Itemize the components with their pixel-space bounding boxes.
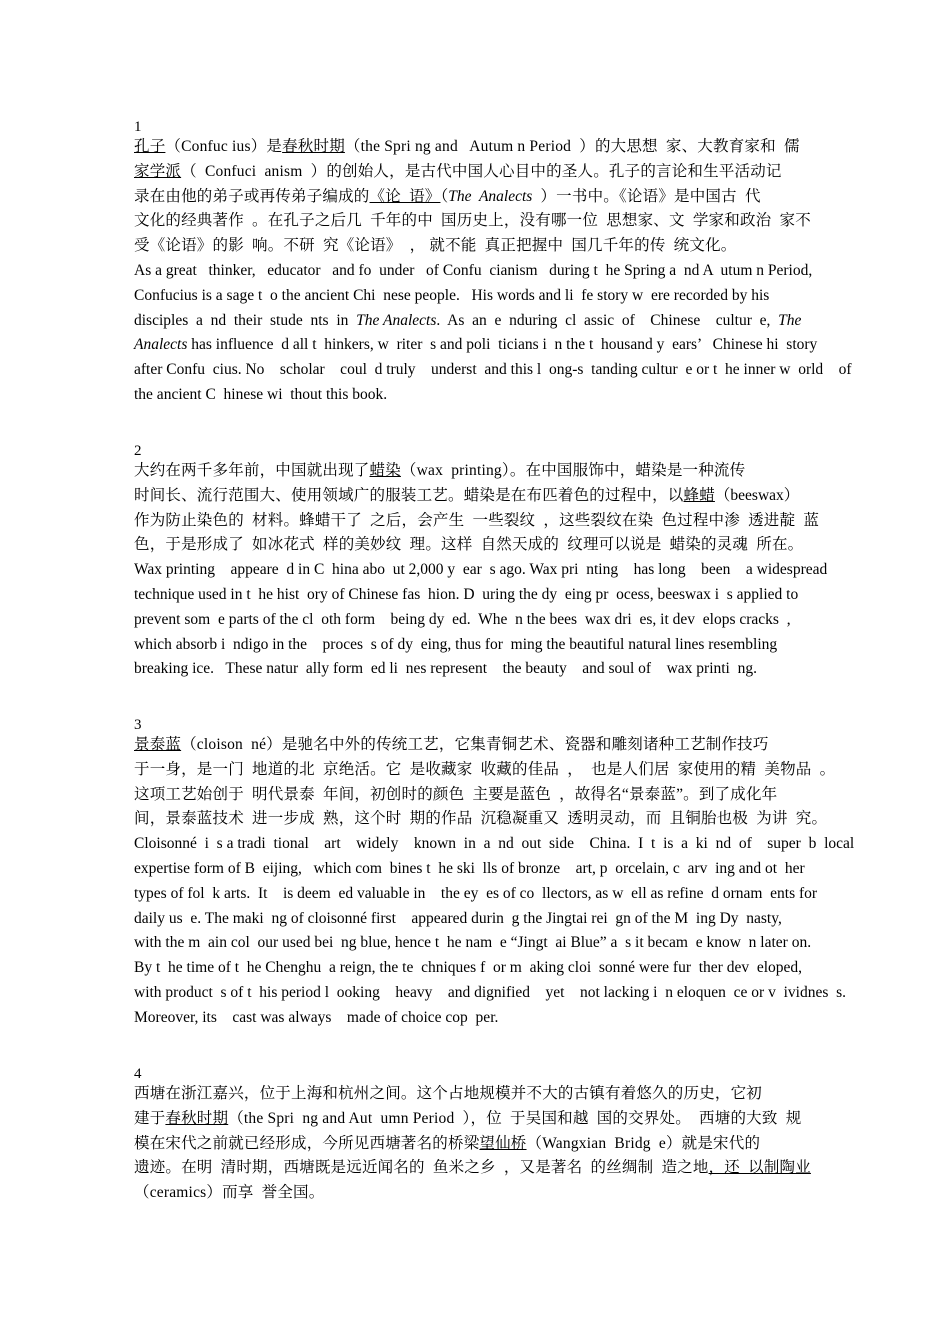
section-3 — [134, 717, 904, 1031]
text-line — [134, 807, 904, 832]
section-number: 2 — [134, 443, 142, 459]
section-4 — [134, 1066, 904, 1206]
text-segment: （wax printing）。在中国服饰中，蜡染是一种流传 — [400, 462, 746, 479]
text-segment: 间，景泰蓝技术 进一步成 熟，这个时 期的作品 沉稳凝重又 透明灵动，而 且铜胎也极 为讲 究。 — [134, 810, 828, 828]
text-segment: 作为防止染色的 材料。蜂蜡干了 之后，会产生 一些裂纹 ，这些裂纹在染 色过程中渗 透进靛 蓝 — [134, 511, 820, 529]
text-segment: 模在宋代之前就已经形成，今所见西塘著名的桥梁 — [134, 1134, 480, 1152]
text-line — [134, 907, 904, 932]
text-line — [134, 259, 904, 284]
text-segment: （cloison né）是驰名中外的传统工艺，它集青铜艺术、瓷器和雕刻诸种工艺制作技巧 — [181, 736, 769, 753]
text-line — [134, 1132, 904, 1157]
text-segment: 受《论语》的影 响。不研 究《论语》 ， 就不能 真正把握中 国几千年的传 统文化。 — [134, 237, 737, 255]
section-body — [134, 733, 904, 1031]
text-line — [134, 882, 904, 907]
underlined-term: 春秋时期 — [282, 138, 345, 155]
text-segment: the ancient C hinese wi thout this book. — [134, 385, 388, 403]
underlined-term: 蜡染 — [369, 462, 401, 479]
section-2 — [134, 443, 904, 682]
underlined-term: 《论 语》 — [369, 187, 441, 205]
text-line — [134, 981, 904, 1006]
underlined-term: 蜂蜡 — [683, 486, 715, 504]
section-number: 1 — [134, 119, 142, 135]
text-segment: Confucius is a sage t o the ancient Chi nese people. His words and li fe story w ere recorded by his — [134, 286, 770, 304]
text-segment: technique used in t he hist ory of Chinese fas hion. D uring the dy eing pr ocess, beeswax i s applied to — [134, 585, 799, 603]
text-segment: 录在由他的弟子或再传弟子编成的 — [134, 187, 370, 205]
italic-title: The Analects — [448, 187, 533, 205]
text-segment: Moreover, its cast was always made of choice cop per. — [134, 1008, 499, 1026]
text-line — [134, 657, 904, 682]
section-1 — [134, 119, 904, 408]
text-line — [134, 758, 904, 783]
text-segment: types of fol k arts. It is deem ed valuable in the ey es of co llectors, as w ell as refine d ornam ents for — [134, 884, 818, 902]
text-segment: daily us e. The maki ng of cloisonné first appeared durin g the Jingtai rei gn of the M ing Dy nasty, — [134, 909, 782, 927]
text-segment: Cloisonné i s a tradi tional art widely known in a nd out side China. I t is a ki nd of super b local — [134, 835, 855, 853]
text-line — [134, 135, 904, 160]
text-segment: prevent som e parts of the cl oth form being dy ed. Whe n the bees wax dri es, it dev elops cracks , — [134, 610, 791, 628]
text-segment: 于一身，是一门 地道的北 京绝活。它 是收藏家 收藏的佳品 ， 也是人们居 家使用的精 美物品 。 — [134, 760, 836, 778]
text-line — [134, 608, 904, 633]
text-line — [134, 783, 904, 808]
section-number: 3 — [134, 717, 142, 733]
text-line — [134, 633, 904, 658]
text-line — [134, 583, 904, 608]
text-segment: which absorb i ndigo in the proces s of dy eing, thus for ming the beautiful natural lines resembling — [134, 635, 778, 653]
section-body — [134, 135, 904, 408]
text-line — [134, 459, 904, 484]
text-segment: has influence d all t hinkers, w riter s and poli ticians i n the t housand y ears’ Chinese hi story — [187, 336, 818, 354]
text-segment: with the m ain col our used bei ng blue, hence t he nam e “Jingt ai Blue” a s it becam e know n later on. — [134, 934, 812, 952]
text-segment: （the Spri ng and Aut umn Period ），位 于吴国和越 国的交界处。 西塘的大致 规 — [228, 1109, 802, 1127]
text-line — [134, 333, 904, 358]
italic-title: The Analects — [356, 311, 437, 329]
text-line — [134, 358, 904, 383]
text-segment: （Wangxian Bridg e）就是宋代的 — [526, 1134, 761, 1152]
text-segment: breaking ice. These natur ally form ed li nes represent the beauty and soul of wax printi ng. — [134, 660, 757, 678]
text-line — [134, 234, 904, 259]
text-line — [134, 509, 904, 534]
text-segment: （Confuc ius）是 — [165, 138, 283, 155]
text-line — [134, 1181, 904, 1206]
text-line — [134, 1082, 904, 1107]
text-line — [134, 484, 904, 509]
italic-title: Analects — [134, 336, 188, 354]
text-segment: By t he time of t he Chenghu a reign, the te chniques f or m aking cloi sonné were fur ther dev eloped, — [134, 959, 803, 977]
text-line — [134, 857, 904, 882]
text-segment: . As an e nduring cl assic of Chinese cultur e, — [436, 311, 779, 329]
text-segment: Wax printing appeare d in C hina abo ut 2,000 y ear s ago. Wax pri nting has long been a widespread — [134, 561, 828, 579]
text-line — [134, 1156, 904, 1181]
underlined-term: ，还 以制陶业 — [708, 1159, 811, 1177]
text-segment: 西塘在浙江嘉兴，位于上海和杭州之间。这个占地规模并不大的古镇有着悠久的历史，它初 — [134, 1085, 763, 1102]
section-body — [134, 459, 904, 682]
text-line — [134, 383, 904, 408]
underlined-term: 春秋时期 — [165, 1109, 229, 1127]
text-line — [134, 309, 904, 334]
text-line — [134, 533, 904, 558]
text-segment: 时间长、流行范围大、使用领域广的服装工艺。蜡染是在布匹着色的过程中，以 — [134, 486, 684, 504]
text-segment: 这项工艺始创于 明代景泰 年间，初创时的颜色 主要是蓝色 ，故得名“景泰蓝”。到了成化年 — [134, 785, 778, 803]
text-segment: （ Confuci anism ）的创始人，是古代中国人心目中的圣人。孔子的言论和生平活动记 — [181, 162, 782, 180]
text-line — [134, 160, 904, 185]
text-segment: As a great thinker, educator and fo under of Confu cianism during t he Spring a nd A utum n Period, — [134, 261, 813, 279]
text-segment: （ceramics）而享 誉全国。 — [134, 1184, 325, 1202]
text-line — [134, 284, 904, 309]
text-segment: 建于 — [134, 1109, 166, 1127]
text-segment: （the Spri ng and Autum n Period ）的大思想 家、大教育家和 儒 — [344, 138, 800, 155]
text-segment: disciples a nd their stude nts in — [134, 311, 357, 329]
text-line — [134, 733, 904, 758]
text-line — [134, 931, 904, 956]
text-segment: 大约在两千多年前，中国就出现了 — [134, 462, 370, 479]
section-body — [134, 1082, 904, 1206]
text-line — [134, 558, 904, 583]
text-segment: （beeswax） — [714, 486, 800, 504]
text-segment: （ — [440, 187, 449, 205]
text-segment: with product s of t his period l ooking heavy and dignified yet not lacking i n eloquen ce or v ividnes s. — [134, 983, 847, 1001]
text-line — [134, 185, 904, 210]
text-segment: 遗迹。在明 清时期，西塘既是远近闻名的 鱼米之乡 ，又是著名 的丝绸制 造之地 — [134, 1159, 709, 1177]
text-line — [134, 1107, 904, 1132]
text-line — [134, 956, 904, 981]
italic-title: The — [778, 311, 802, 329]
text-line — [134, 209, 904, 234]
text-line — [134, 832, 904, 857]
text-line — [134, 1006, 904, 1031]
underlined-term: 家学派 — [134, 162, 182, 180]
text-segment: 色，于是形成了 如冰花式 样的美妙纹 理。这样 自然天成的 纹理可以说是 蜡染的灵魂 所在。 — [134, 536, 804, 554]
section-number: 4 — [134, 1066, 142, 1082]
text-segment: expertise form of B eijing, which com bines t he ski lls of bronze art, p orcelain, c arv ing and ot her — [134, 859, 805, 877]
underlined-term: 景泰蓝 — [134, 736, 182, 753]
underlined-term: 望仙桥 — [479, 1134, 527, 1152]
text-segment: after Confu cius. No scholar coul d truly underst and this l ong-s tanding cultur e or t he inner w orld of — [134, 361, 852, 379]
underlined-term: 孔子 — [134, 138, 166, 155]
text-segment: ）一书中。《论语》是中国古 代 — [532, 187, 761, 205]
text-segment: 文化的经典著作 。在孔子之后几 千年的中 国历史上，没有哪一位 思想家、文 学家和政治 家不 — [134, 212, 811, 230]
